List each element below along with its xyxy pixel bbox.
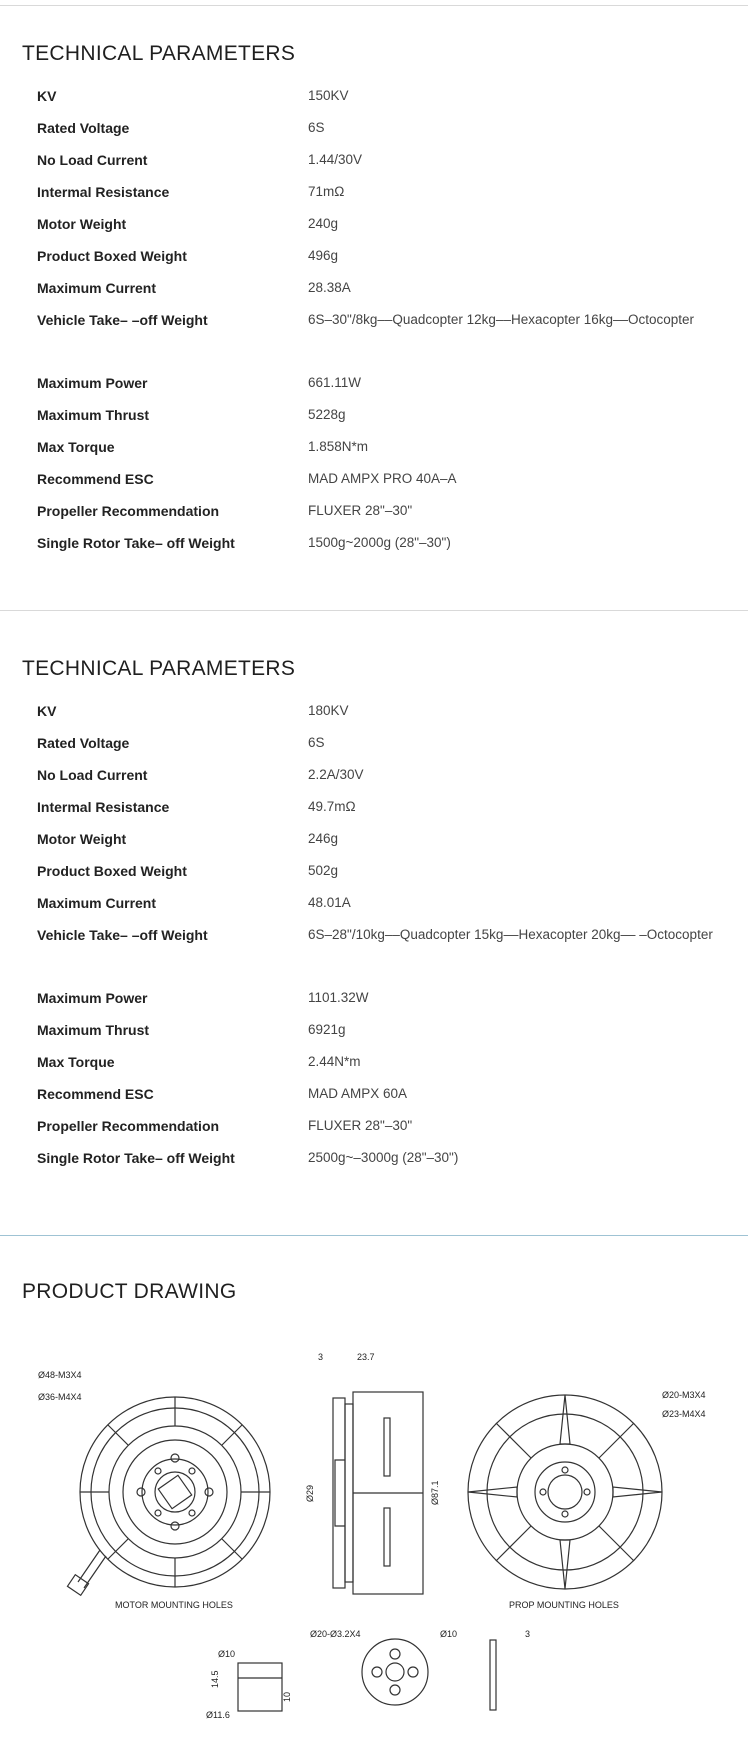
dim-10-label: Ø10 bbox=[218, 1649, 236, 1659]
drawing-title: PRODUCT DRAWING bbox=[22, 1280, 237, 1303]
spec-value: FLUXER 28"–30" bbox=[308, 503, 413, 518]
spec-label: Max Torque bbox=[37, 1054, 115, 1070]
spec-value: 180KV bbox=[308, 703, 349, 718]
spec-row bbox=[0, 799, 750, 823]
spec-value: 2.44N*m bbox=[308, 1054, 361, 1069]
spec-label: KV bbox=[37, 703, 57, 719]
dim-m20-label: Ø20-M3X4 bbox=[662, 1390, 706, 1400]
spec-value: 49.7mΩ bbox=[308, 799, 356, 814]
spec-value: 2.2A/30V bbox=[308, 767, 364, 782]
spec-label: No Load Current bbox=[37, 152, 148, 168]
dim-m48-label: Ø48-M3X4 bbox=[38, 1370, 82, 1380]
spec-value: 5228g bbox=[308, 407, 346, 422]
spec-row bbox=[0, 1086, 750, 1110]
spec-value: 661.11W bbox=[308, 375, 362, 390]
spec-label: Vehicle Take– –off Weight bbox=[37, 312, 208, 328]
spec-label: Intermal Resistance bbox=[37, 184, 170, 200]
spec-row bbox=[0, 120, 750, 144]
spec-value: 2500g~–3000g (28"–30") bbox=[308, 1150, 459, 1165]
spec-value: 6921g bbox=[308, 1022, 346, 1037]
spec-row bbox=[0, 184, 750, 208]
dim-145-label: 14.5 bbox=[210, 1670, 220, 1688]
spec-value: 496g bbox=[308, 248, 339, 263]
spec-row bbox=[0, 895, 750, 919]
spec-label: Maximum Power bbox=[37, 990, 148, 1006]
spec-label: Vehicle Take– –off Weight bbox=[37, 927, 208, 943]
motor-top-view bbox=[468, 1395, 662, 1589]
spec-value: 6S–30"/8kg––Quadcopter 12kg––Hexacopter 16kg––Octocopter bbox=[308, 312, 695, 327]
spec-row bbox=[0, 152, 750, 176]
spec-value: 6S bbox=[308, 735, 325, 750]
motor-holes-caption: MOTOR MOUNTING HOLES bbox=[115, 1600, 233, 1610]
dim-29-label: Ø29 bbox=[305, 1484, 315, 1502]
spec-row bbox=[0, 927, 750, 951]
spec-value: MAD AMPX PRO 40A–A bbox=[308, 471, 457, 486]
spec-label: Product Boxed Weight bbox=[37, 248, 187, 264]
spec-row bbox=[0, 407, 750, 431]
spec-label: Max Torque bbox=[37, 439, 115, 455]
spec-value: 1500g~2000g (28"–30") bbox=[308, 535, 451, 550]
top-divider bbox=[0, 5, 748, 6]
spec-row bbox=[0, 216, 750, 240]
spec-label: Single Rotor Take– off Weight bbox=[37, 535, 235, 551]
spec-label: Recommend ESC bbox=[37, 1086, 154, 1102]
section1-title: TECHNICAL PARAMETERS bbox=[22, 42, 296, 65]
dim-m23-label: Ø23-M4X4 bbox=[662, 1409, 706, 1419]
spec-value: 150KV bbox=[308, 88, 349, 103]
dim-10c-label: Ø10 bbox=[440, 1629, 458, 1639]
spec-row bbox=[0, 990, 750, 1014]
spec-value: 71mΩ bbox=[308, 184, 345, 199]
spec-label: Single Rotor Take– off Weight bbox=[37, 1150, 235, 1166]
spec-row bbox=[0, 312, 750, 336]
spec-label: Product Boxed Weight bbox=[37, 863, 187, 879]
prop-holes-caption: PROP MOUNTING HOLES bbox=[509, 1600, 619, 1610]
spec-row bbox=[0, 863, 750, 887]
spec-row bbox=[0, 248, 750, 272]
dim-116-label: Ø11.6 bbox=[206, 1710, 230, 1720]
spec-label: Propeller Recommendation bbox=[37, 503, 220, 519]
motor-bottom-view bbox=[67, 1397, 270, 1595]
spec-value: FLUXER 28"–30" bbox=[308, 1118, 413, 1133]
section2-title: TECHNICAL PARAMETERS bbox=[22, 657, 296, 680]
spec-value: 240g bbox=[308, 216, 339, 231]
spec-row bbox=[0, 88, 750, 112]
dim-20m32-label: Ø20-Ø3.2X4 bbox=[310, 1629, 361, 1639]
spec-row bbox=[0, 471, 750, 495]
dim-237-label: 23.7 bbox=[357, 1352, 375, 1362]
dim-m36-label: Ø36-M4X4 bbox=[38, 1392, 82, 1402]
spec-label: Rated Voltage bbox=[37, 120, 130, 136]
spec-label: Rated Voltage bbox=[37, 735, 130, 751]
spec-row bbox=[0, 280, 750, 304]
spec-value: 1.858N*m bbox=[308, 439, 369, 454]
spec-row bbox=[0, 1118, 750, 1142]
spec-row bbox=[0, 767, 750, 791]
spec-value: 1101.32W bbox=[308, 990, 369, 1005]
spec-row bbox=[0, 1054, 750, 1078]
spec-value: 48.01A bbox=[308, 895, 351, 910]
spec-label: Motor Weight bbox=[37, 831, 127, 847]
motor-side-view bbox=[333, 1392, 423, 1594]
spec-value: MAD AMPX 60A bbox=[308, 1086, 408, 1101]
spec-row bbox=[0, 1150, 750, 1174]
spec-label: Motor Weight bbox=[37, 216, 127, 232]
section-divider bbox=[0, 610, 748, 611]
spec-label: Maximum Current bbox=[37, 280, 157, 296]
small-parts bbox=[238, 1639, 496, 1711]
spec-value: 1.44/30V bbox=[308, 152, 363, 167]
dim-871-label: Ø87.1 bbox=[430, 1480, 440, 1505]
spec-value: 502g bbox=[308, 863, 339, 878]
product-drawing-svg bbox=[0, 1320, 750, 1720]
spec-row bbox=[0, 735, 750, 759]
spec-row bbox=[0, 375, 750, 399]
spec-value: 6S–28"/10kg––Quadcopter 15kg––Hexacopter 20kg–– –Octocopter bbox=[308, 927, 713, 942]
spec-label: Propeller Recommendation bbox=[37, 1118, 220, 1134]
spec-value: 28.38A bbox=[308, 280, 351, 295]
spec-row bbox=[0, 1022, 750, 1046]
spec-label: KV bbox=[37, 88, 57, 104]
spec-row bbox=[0, 535, 750, 559]
spec-row bbox=[0, 703, 750, 727]
spec-row bbox=[0, 503, 750, 527]
dim-3-label: 3 bbox=[318, 1352, 324, 1362]
product-drawing bbox=[0, 1320, 750, 1720]
dim-3b-label: 3 bbox=[525, 1629, 531, 1639]
spec-label: Maximum Thrust bbox=[37, 1022, 150, 1038]
spec-value: 246g bbox=[308, 831, 339, 846]
spec-value: 6S bbox=[308, 120, 325, 135]
spec-row bbox=[0, 831, 750, 855]
spec-label: Recommend ESC bbox=[37, 471, 154, 487]
dim-10b-label: 10 bbox=[282, 1691, 292, 1702]
spec-label: No Load Current bbox=[37, 767, 148, 783]
spec-label: Maximum Current bbox=[37, 895, 157, 911]
drawing-divider bbox=[0, 1235, 748, 1236]
spec-label: Intermal Resistance bbox=[37, 799, 170, 815]
spec-label: Maximum Thrust bbox=[37, 407, 150, 423]
spec-row bbox=[0, 439, 750, 463]
spec-label: Maximum Power bbox=[37, 375, 148, 391]
